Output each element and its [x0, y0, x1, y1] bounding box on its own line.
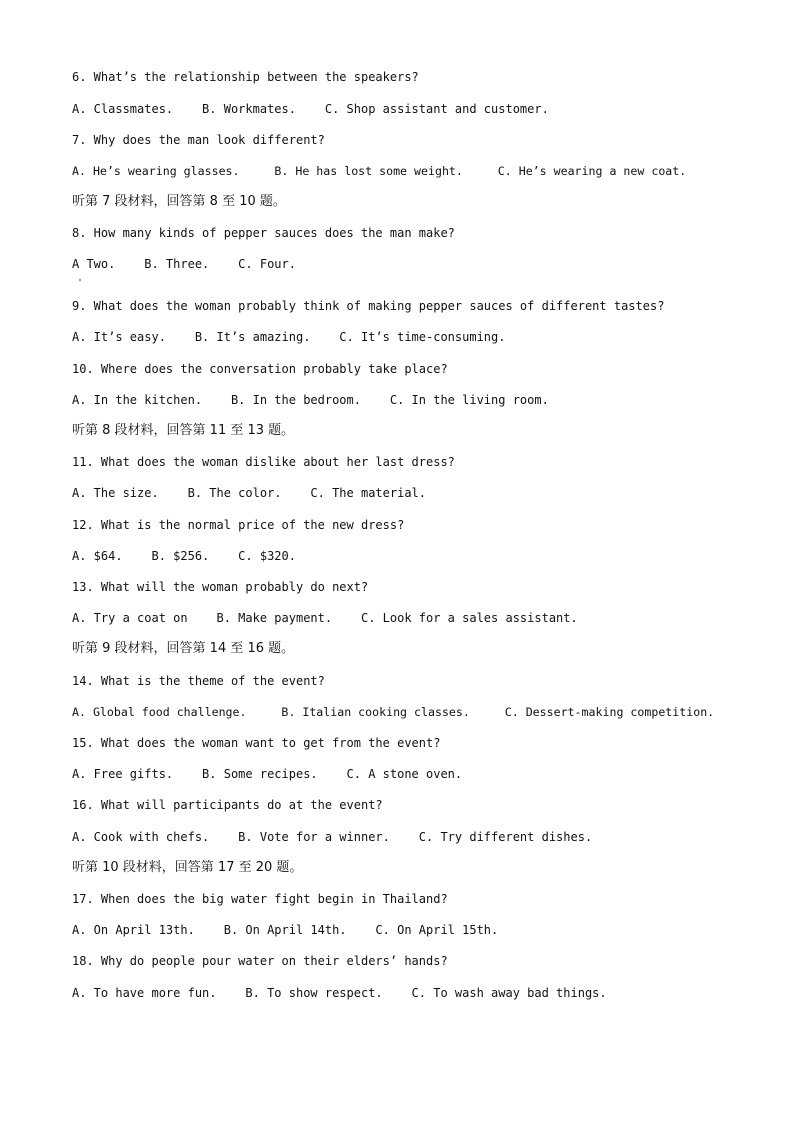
options-17: A. On April 13th. B. On April 14th. C. On April 15th. [72, 923, 499, 937]
question-17: 17. When does the big water fight begin in Thailand? [72, 892, 448, 906]
options-14: A. Global food challenge. B. Italian cooking classes. C. Dessert-making competition. [72, 705, 715, 719]
options-13: A. Try a coat on B. Make payment. C. Look for a sales assistant. [72, 611, 578, 625]
options-8: A Two. B. Three. C. Four. [72, 257, 296, 271]
question-11: 11. What does the woman dislike about her last dress? [72, 455, 455, 469]
question-12: 12. What is the normal price of the new dress? [72, 518, 405, 532]
question-14: 14. What is the theme of the event? [72, 674, 325, 688]
question-7: 7. Why does the man look different? [72, 133, 325, 147]
question-6: 6. What’s the relationship between the speakers? [72, 70, 419, 84]
options-18: A. To have more fun. B. To show respect. C. To wash away bad things. [72, 986, 607, 1000]
options-10: A. In the kitchen. B. In the bedroom. C. In the living room. [72, 393, 549, 407]
question-18: 18. Why do people pour water on their elders’ hands? [72, 954, 448, 968]
options-12: A. $64. B. $256. C. $320. [72, 549, 296, 563]
question-13: 13. What will the woman probably do next? [72, 580, 369, 594]
options-9: A. It’s easy. B. It’s amazing. C. It’s time-consuming. [72, 330, 506, 344]
section-heading-9: 听第 9 段材料，回答第 14 至 16 题。 [72, 641, 295, 656]
question-9: 9. What does the woman probably think of making pepper sauces of different tastes? [72, 299, 665, 313]
options-7: A. He’s wearing glasses. B. He has lost some weight. C. He’s wearing a new coat. [72, 164, 687, 178]
options-6: A. Classmates. B. Workmates. C. Shop assistant and customer. [72, 102, 549, 116]
question-10: 10. Where does the conversation probably take place? [72, 362, 448, 376]
question-15: 15. What does the woman want to get from the event? [72, 736, 441, 750]
section-heading-8: 听第 8 段材料，回答第 11 至 13 题。 [72, 423, 295, 438]
options-16: A. Cook with chefs. B. Vote for a winner. C. Try different dishes. [72, 830, 593, 844]
options-15: A. Free gifts. B. Some recipes. C. A stone oven. [72, 767, 463, 781]
options-11: A. The size. B. The color. C. The material. [72, 486, 427, 500]
question-16: 16. What will participants do at the event? [72, 798, 383, 812]
section-heading-10: 听第 10 段材料，回答第 17 至 20 题。 [72, 860, 303, 875]
speck [79, 279, 81, 281]
section-heading-7: 听第 7 段材料，回答第 8 至 10 题。 [72, 194, 286, 209]
question-8: 8. How many kinds of pepper sauces does the man make? [72, 226, 455, 240]
